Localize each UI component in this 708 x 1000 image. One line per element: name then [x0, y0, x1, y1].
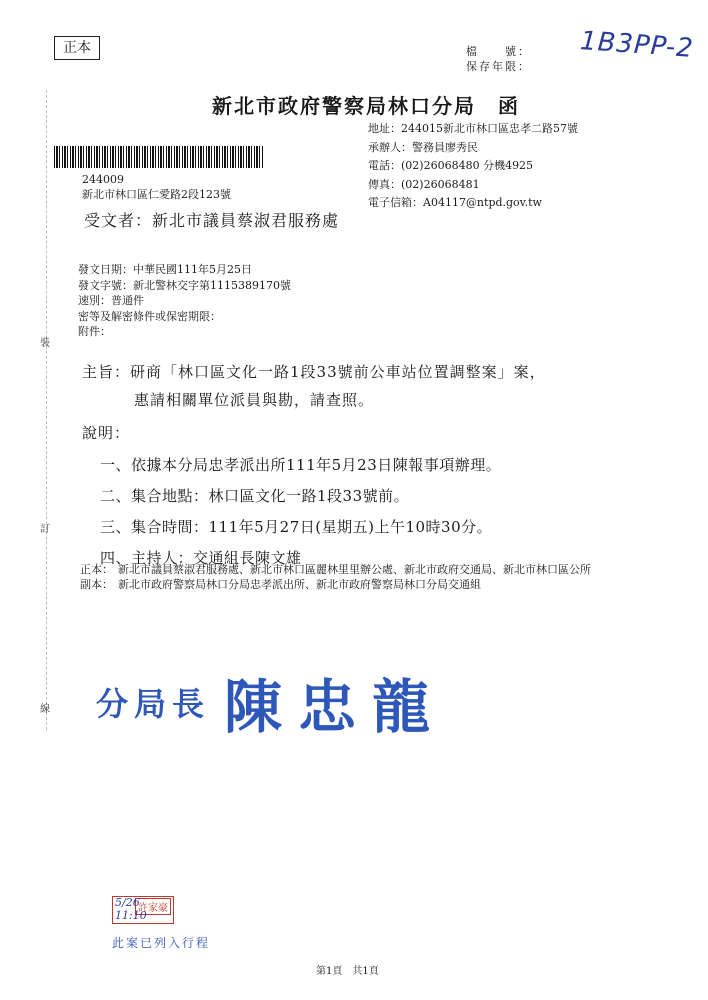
sender-info [368, 120, 578, 213]
subject-line-1: 主旨：研商「林口區文化一路1段33號前公車站位置調整案」案， [82, 363, 546, 381]
subject-line-2: 惠請相關單位派員與勘，請查照。 [134, 391, 375, 409]
copy-text: 新北市政府警察局林口分局忠孝派出所、新北市政府警察局林口分局交通組 [118, 578, 481, 591]
margin-mark-staple: 訂 [40, 524, 50, 535]
subject [82, 358, 546, 414]
postal-code: 244009 [82, 173, 124, 186]
description-item: 一、依據本分局忠孝派出所111年5月23日陳報事項辦理。 [100, 456, 502, 474]
original-label: 正本： [80, 563, 113, 576]
original-text: 新北市議員蔡淑君服務處、新北市林口區麗林里里辦公處、新北市政府交通局、新北市林口區公所 [118, 563, 591, 576]
signature-stamp [96, 660, 446, 744]
attachments: 附件： [78, 325, 111, 338]
document-title: 新北市政府警察局林口分局 函 [212, 94, 520, 118]
distribution [80, 562, 620, 592]
sender-fax: 傳真：(02)26068481 [368, 177, 480, 191]
description-heading: 說明： [82, 424, 131, 442]
recipient-address [82, 172, 231, 202]
speed-class: 速別：普通件 [78, 294, 144, 307]
document-meta [78, 262, 291, 340]
description-item: 三、集合時間：111年5月27日(星期五)上午10時30分。 [100, 518, 493, 536]
file-number-label: 檔 號： [466, 45, 531, 58]
received-time: 5/26 11:10 [115, 896, 147, 922]
signature-name: 陳忠龍 [224, 673, 447, 741]
description-items [100, 450, 501, 574]
sender-address: 地址：244015新北市林口區忠孝二路57號 [368, 122, 578, 135]
archive-info [466, 44, 531, 74]
margin-mark-bind: 裝 [40, 338, 50, 349]
scheduled-note: 此案已列入行程 [112, 936, 211, 950]
margin-mark-line: 線 [40, 704, 50, 715]
seal-name: 許家豪 [135, 898, 171, 915]
document-number: 發文字號：新北警林交字第1115389170號 [78, 278, 291, 292]
signature-title: 分局長 [96, 685, 211, 723]
sender-email: 電子信箱：A04117@ntpd.gov.tw [368, 196, 542, 209]
original-copy-stamp: 正本 [54, 36, 100, 60]
barcode [54, 146, 264, 168]
binding-line [46, 90, 47, 730]
secrecy-class: 密等及解密條件或保密期限： [78, 309, 221, 323]
recipient: 受文者：新北市議員蔡淑君服務處 [84, 211, 340, 230]
original-recipients [80, 562, 620, 577]
street-address: 新北市林口區仁愛路2段123號 [82, 188, 231, 201]
issue-date: 發文日期：中華民國111年5月25日 [78, 263, 252, 276]
copy-label: 副本： [80, 578, 113, 591]
page-footer: 第1頁 共1頁 [316, 966, 379, 977]
handwritten-number: 1B3PP-2 [579, 26, 695, 64]
description-item: 四、主持人：交通組長陳文雄 [100, 549, 302, 567]
retention-label: 保存年限： [466, 60, 531, 73]
sender-officer: 承辦人：警務員廖秀民 [368, 140, 478, 154]
received-stamp [112, 896, 174, 924]
copy-recipients [80, 577, 620, 592]
sender-phone: 電話：(02)26068480 分機4925 [368, 159, 534, 172]
description-item: 二、集合地點：林口區文化一路1段33號前。 [100, 487, 410, 505]
